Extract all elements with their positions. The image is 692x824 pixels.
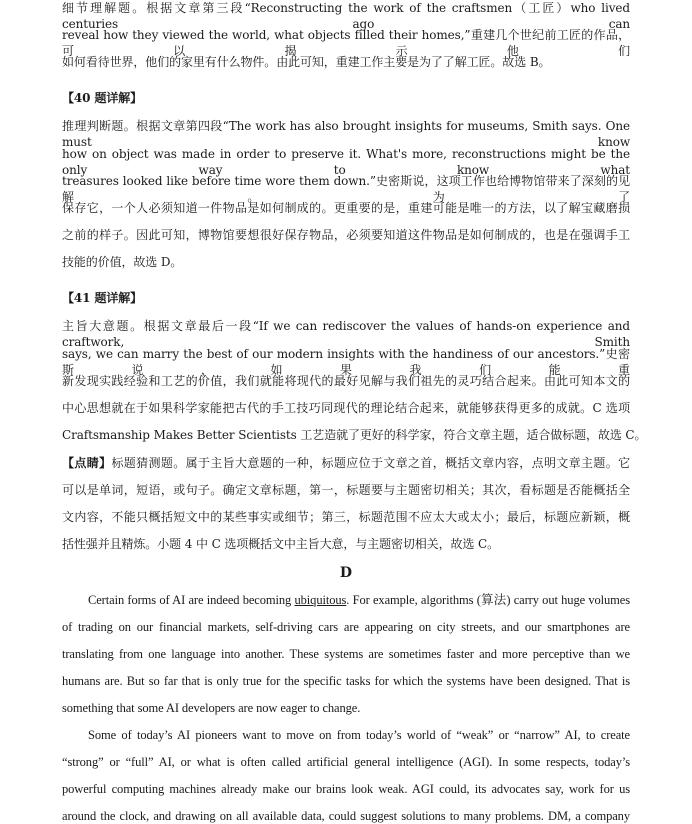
passage-line: humans are. But so far that is only true for the specific tasks for which the systems have been designed. That is bbox=[62, 674, 630, 688]
q41-line: 新发现实践经验和工艺的价值，我们就能将现代的最好见解与我们祖先的灵巧结合起来。由此可知本文的 bbox=[62, 374, 630, 388]
q40-line: 保存它，一个人必须知道一件物品是如何制成的。更重要的是，重建可能是唯一的方法，以了解宝藏磨损 bbox=[62, 201, 630, 215]
passage-line: Some of today’s AI pioneers want to move on from today’s world of “weak” or “narrow” AI, to create bbox=[88, 728, 630, 742]
tip-line: 文内容，不能只概括短文中的某些事实或细节；第三，标题范围不应太大或太小；最后，标题应新颖，概 bbox=[62, 510, 630, 524]
explanation-line: reveal how they viewed the world, what objects filled their homes,”重建几个世纪前工匠的作品，可以揭示他们 bbox=[62, 28, 630, 58]
q40-line: treasures looked like before time wore them down.”史密斯说，这项工作也给博物馆带来了深刻的见解。为了 bbox=[62, 174, 630, 204]
q41-heading: 【41 题详解】 bbox=[62, 291, 143, 305]
q41-line: says, we can marry the best of our modern insights with the handiness of our ancestors.”史密斯说，如果我们能重 bbox=[62, 347, 630, 377]
underlined-word: ubiquitous bbox=[294, 593, 347, 607]
tip-line: 可以是单词，短语，或句子。确定文章标题，第一，标题要与主题密切相关；其次，看标题是否能概括全 bbox=[62, 483, 630, 497]
passage-line: around the clock, and drawing on all available data, could suggest solutions to many problems. DM, a company bbox=[62, 809, 630, 823]
explanation-line: 如何看待世界，他们的家里有什么物件。由此可知，重建工作主要是为了了解工匠。故选 B。 bbox=[62, 55, 551, 69]
passage-line: translating from one language into another. These systems are sometimes faster and more perceptive than we bbox=[62, 647, 630, 661]
passage-line: of trading on our financial markets, self-driving cars are appearing on city streets, and our smartphones are bbox=[62, 620, 630, 634]
q40-line: how on object was made in order to preserve it. What's more, reconstructions might be the only way to know what bbox=[62, 147, 630, 177]
tip-text: 标题猜测题。属于主旨大意题的一种，标题应位于文章之首，概括文章内容，点明文章主题。它 bbox=[111, 456, 630, 470]
q40-line: 技能的价值，故选 D。 bbox=[62, 255, 183, 269]
section-letter: D bbox=[339, 565, 353, 581]
passage-line: “strong” or “full” AI, or what is often called artificial general intelligence (AGI). In some respects, today’s bbox=[62, 755, 630, 769]
tip-line: 括性强并且精炼。小题 4 中 C 选项概括文中主旨大意，与主题密切相关，故选 C。 bbox=[62, 537, 499, 551]
passage-text: . For example, algorithms (算法) carry out huge volumes bbox=[346, 593, 630, 607]
tip-line-first bbox=[62, 455, 630, 471]
q41-line: 主旨大意题。根据文章最后一段“If we can rediscover the values of hands-on experience and craftwork, Smith bbox=[62, 319, 630, 349]
passage-line-first bbox=[88, 592, 630, 608]
passage-line: something that some AI developers are now eager to change. bbox=[62, 701, 361, 715]
q40-line: 推理判断题。根据文章第四段“The work has also brought insights for museums, Smith says. One must know bbox=[62, 119, 630, 149]
q41-line: Craftsmanship Makes Better Scientists 工艺造就了更好的科学家，符合文章主题，适合做标题，故选 C。 bbox=[62, 428, 647, 442]
q40-line: 之前的样子。因此可知，博物馆要想很好保存物品，必须要知道这件物品是如何制成的，也是在强调手工 bbox=[62, 228, 630, 242]
passage-text: Certain forms of AI are indeed becoming bbox=[88, 593, 295, 607]
tip-label: 【点睛】 bbox=[62, 456, 112, 470]
explanation-line: 细节理解题。根据文章第三段“Reconstructing the work of the craftsmen（工匠）who lived centuries ago can bbox=[62, 1, 630, 31]
q41-line: 中心思想就在于如果科学家能把古代的手工技巧同现代的理论结合起来，就能够获得更多的成就。C 选项 bbox=[62, 401, 630, 415]
passage-line: powerful computing machines already make our brains look weak. AGI could, its advocates say, work for us bbox=[62, 782, 630, 796]
q40-heading: 【40 题详解】 bbox=[62, 91, 143, 105]
